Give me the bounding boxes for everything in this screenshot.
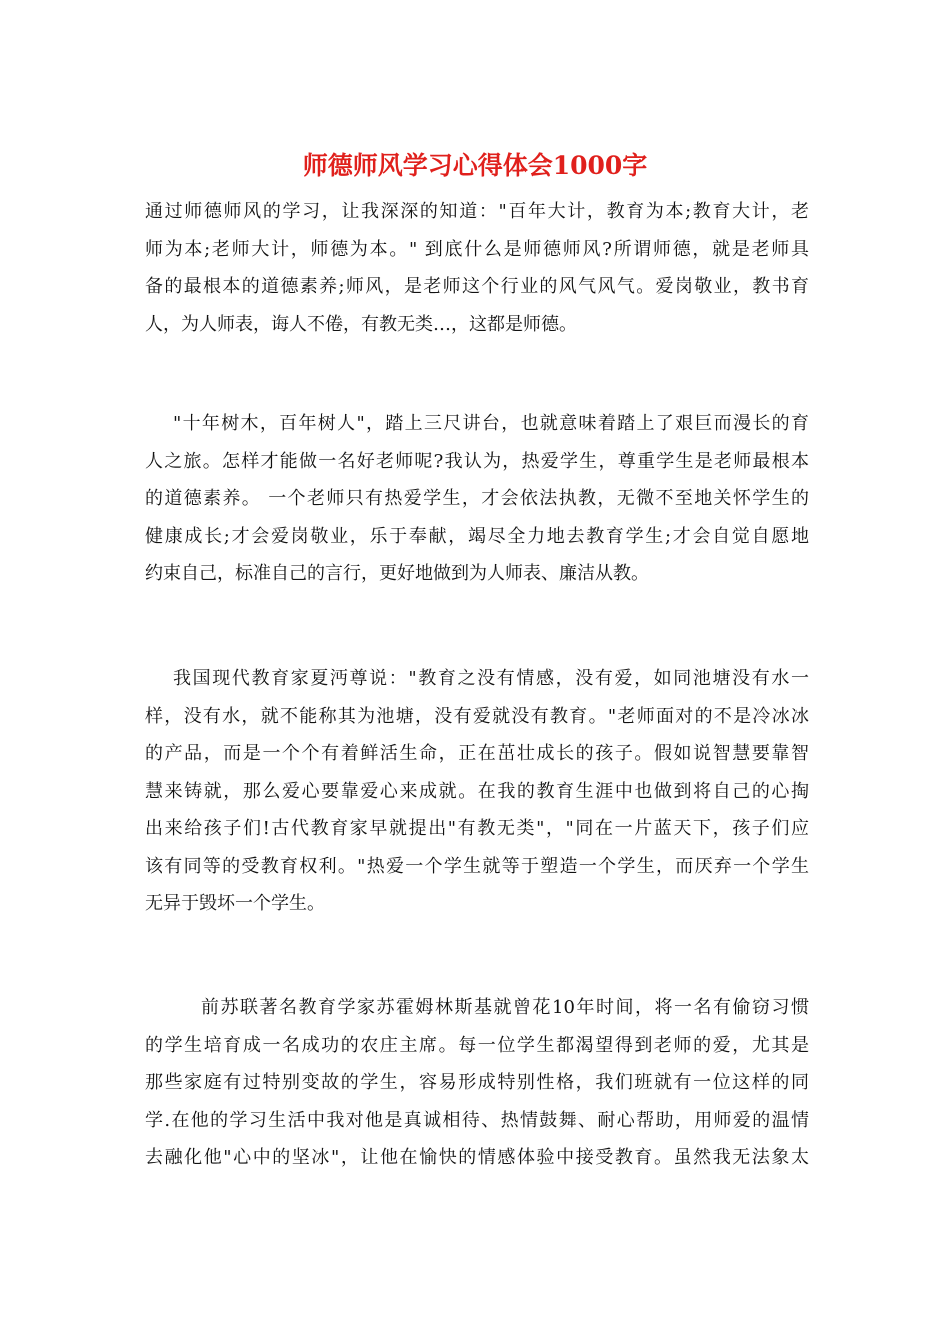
text-line: 师为本;老师大计，师德为本。" 到底什么是师德师风?所谓师德，就是老师具 <box>145 238 809 260</box>
text-line: 的道德素养。 一个老师只有热爱学生，才会依法执教，无微不至地关怀学生的 <box>145 488 809 509</box>
paragraph <box>145 193 809 343</box>
text-line: 该有同等的受教育权利。"热爱一个学生就等于塑造一个学生，而厌弃一个学生 <box>145 855 809 877</box>
text-line: 健康成长;才会爱岗敬业，乐于奉献，竭尽全力地去教育学生;才会自觉自愿地 <box>145 525 809 547</box>
text-line: 无异于毁坏一个学生。 <box>145 893 325 914</box>
paragraph <box>145 405 809 593</box>
text-line: 通过师德师风的学习，让我深深的知道："百年大计，教育为本;教育大计，老 <box>145 201 809 222</box>
text-line: 慧来铸就，那么爱心要靠爱心来成就。在我的教育生涯中也做到将自己的心掏 <box>145 780 809 802</box>
paragraph <box>145 660 809 923</box>
text-line: 我国现代教育家夏沔尊说："教育之没有情感，没有爱，如同池塘没有水一 <box>173 668 809 689</box>
text-line: "十年树木，百年树人"，踏上三尺讲台，也就意味着踏上了艰巨而漫长的育 <box>173 413 809 434</box>
text-line: 样，没有水，就不能称其为池塘，没有爱就没有教育。"老师面对的不是冷冰冰 <box>145 705 809 727</box>
text-line: 那些家庭有过特别变故的学生，容易形成特别性格，我们班就有一位这样的同 <box>145 1072 809 1093</box>
text-line: 备的最根本的道德素养;师风，是老师这个行业的风气风气。爱岗敬业，教书育 <box>145 276 809 297</box>
text-line: 的学生培育成一名成功的农庄主席。每一位学生都渴望得到老师的爱，尤其是 <box>145 1034 809 1056</box>
paragraph <box>145 989 809 1177</box>
document-title: 师德师风学习心得体会1000字 <box>302 151 648 180</box>
text-line: 前苏联著名教育学家苏霍姆林斯基就曾花10年时间，将一名有偷窃习惯 <box>201 997 809 1018</box>
text-line: 人，为人师表，诲人不倦，有教无类…，这都是师德。 <box>145 313 577 335</box>
text-line: 人之旅。怎样才能做一名好老师呢?我认为，热爱学生，尊重学生是老师最根本 <box>145 450 809 472</box>
text-line: 出来给孩子们!古代教育家早就提出"有教无类"，"同在一片蓝天下，孩子们应 <box>145 818 809 839</box>
text-line: 约束自己，标准自己的言行，更好地做到为人师表、廉洁从教。 <box>145 563 649 584</box>
text-line: 学.在他的学习生活中我对他是真诚相待、热情鼓舞、耐心帮助，用师爱的温情 <box>145 1109 809 1131</box>
text-line: 的产品，而是一个个有着鲜活生命，正在茁壮成长的孩子。假如说智慧要靠智 <box>145 743 809 764</box>
text-line: 去融化他"心中的坚冰"，让他在愉快的情感体验中接受教育。虽然我无法象太 <box>145 1147 809 1168</box>
